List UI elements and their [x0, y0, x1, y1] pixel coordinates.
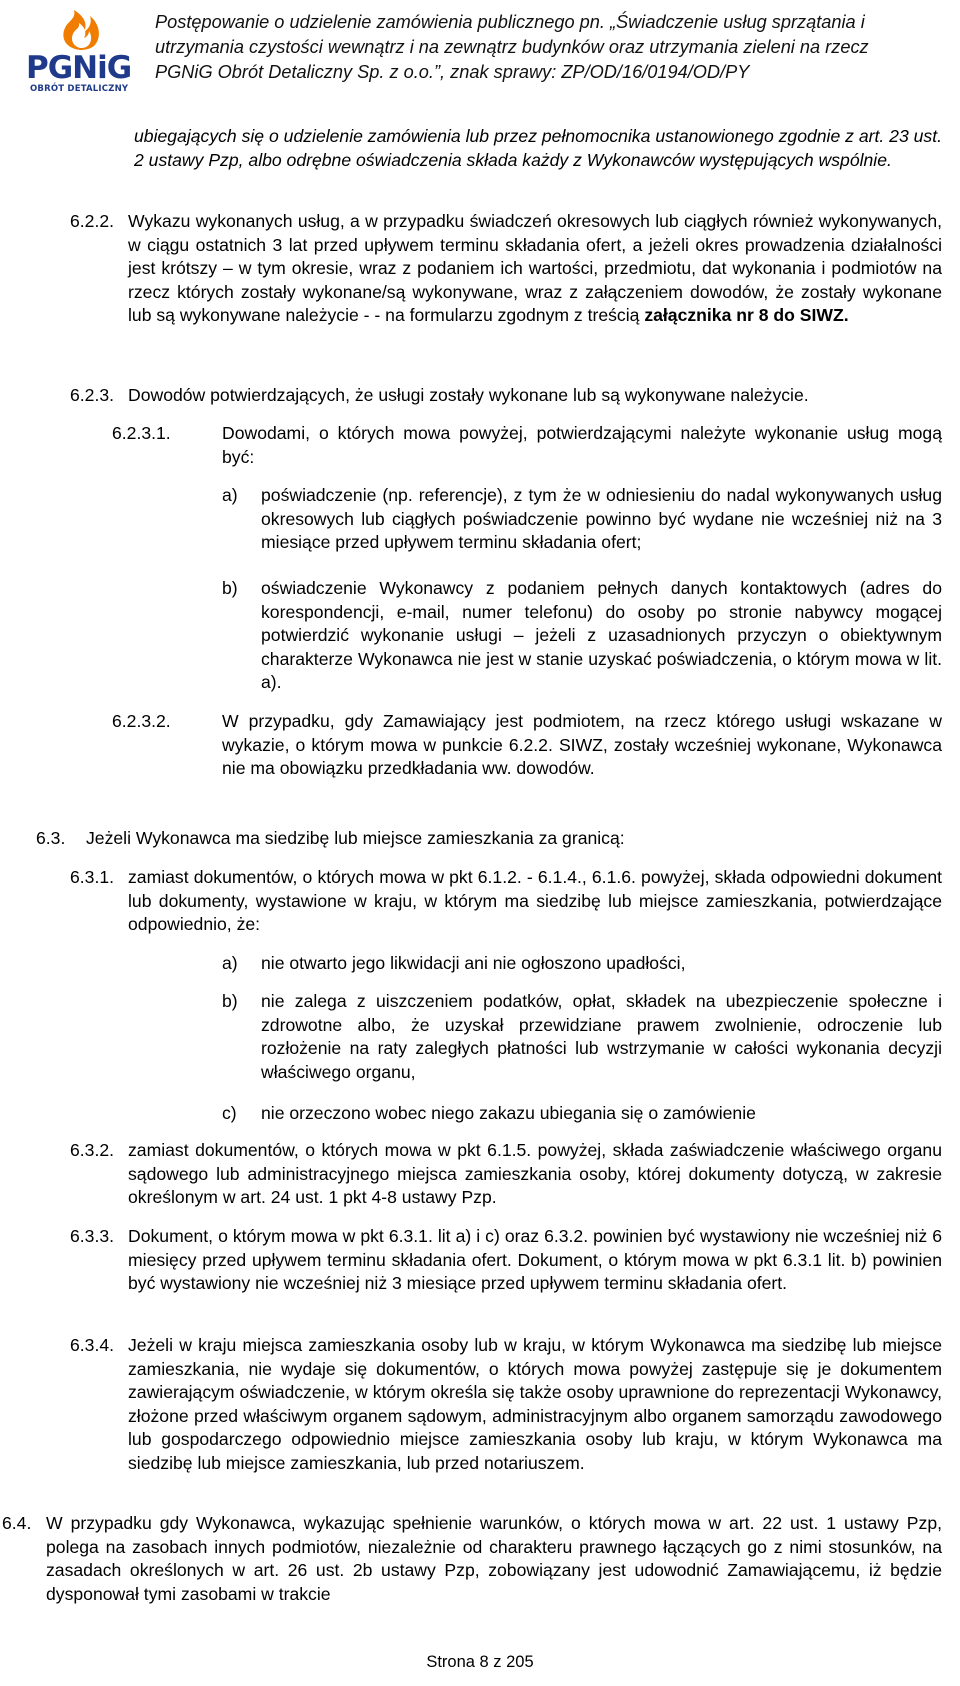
list-item-c: nie orzeczono wobec niego zakazu ubiegania się o zamówienie: [261, 1103, 756, 1123]
list-item-b: oświadczenie Wykonawcy z podaniem pełnych danych kontaktowych (adres do korespondencji, e-mail, numer telefonu) do osoby po stronie nabywcy mogącej potwierdzić wykonanie usługi – jeżeli z uzasadnionych przyczyn o obiektywnym charakterze Wykonawca nie jest w stanie uzyskać poświadczenia, o którym mowa w lit. a).: [261, 578, 942, 692]
logo-wordmark: PGNiG: [26, 50, 132, 86]
section-6-3-4: Jeżeli w kraju miejsca zamieszkania osoby lub w kraju, w którym Wykonawca ma siedzibę lub miejsce zamieszkania, nie wydaje się dokumentów, o których mowa powyżej zastępuje się je dokumentem zawierającym oświadczenie, w którym określa się także osoby uprawnione do reprezentacji Wykonawcy, złożone przed właściwym organem sądowym, administracyjnym albo organem samorządu zawodowego lub gospodarczego odpowiednio miejsce zamieszkania osoby lub kraju, w którym Wykonawca ma siedzibę lub miejsce zamieszkania, lub przed notariuszem.: [128, 1335, 942, 1473]
section-6-3: Jeżeli Wykonawca ma siedzibę lub miejsce zamieszkania za granicą:: [86, 828, 625, 848]
section-number: 6.2.3.1.: [112, 423, 171, 443]
list-item-b: nie zalega z uiszczeniem podatków, opłat, składek na ubezpieczenie społeczne i zdrowotne albo, że uzyskał przewidziane prawem zwolnienie, odroczenie lub rozłożenie na raty zaległych płatności lub wstrzymanie w całości wykonania decyzji właściwego organu,: [261, 991, 942, 1082]
section-6-4: W przypadku gdy Wykonawca, wykazując spełnienie warunków, o których mowa w art. 22 ust. 1 ustawy Pzp, polega na zasobach innych podmiotów, niezależnie od charakteru prawnego łączących go z nimi stosunków, na zasadach określonych w art. 26 ust. 2b ustawy Pzp, zobowiązany jest udowodnić Zamawiającemu, iż będzie dysponował tymi zasobami w trakcie: [46, 1513, 942, 1604]
section-number: 6.2.3.: [70, 385, 115, 405]
section-6-3-1: zamiast dokumentów, o których mowa w pkt 6.1.2. - 6.1.4., 6.1.6. powyżej, składa odpowiedni dokument lub dokumenty, wystawione w kraju, w którym ma siedzibę lub miejsce zamieszkania, potwierdzające odpowiednio, że:: [128, 867, 942, 934]
section-6-3-3: Dokument, o którym mowa w pkt 6.3.1. lit a) i c) oraz 6.3.2. powinien być wystawiony nie wcześniej niż 6 miesięcy przed upływem terminu składania ofert. Dokument, o którym mowa w pkt 6.3.1 lit. b) powinien być wystawiony nie wcześniej niż 3 miesiące przed upływem terminu składania ofert.: [128, 1226, 942, 1293]
section-number: 6.3.: [36, 828, 66, 848]
page-header: [0, 0, 960, 108]
section-6-2-2: [128, 210, 942, 328]
list-marker: c): [222, 1103, 237, 1123]
attachment-reference: załącznika nr 8 do SIWZ.: [644, 305, 849, 325]
header-title: [155, 10, 945, 85]
section-text: Wykazu wykonanych usług, a w przypadku świadczeń okresowych lub ciągłych również wykonywanych, w ciągu ostatnich 3 lat przed upływem terminu składania ofert, a jeżeli okres prowadzenia działalności jest krótszy – w tym okresie, wraz z podaniem ich wartości, przedmiotu, dat wykonania i podmiotów na rzecz których zostały wykonane/są wykonywane, wraz z załączeniem dowodów, że zostały wykonane lub są wykonywane należycie - - na formularzu zgodnym z treścią: [128, 211, 942, 325]
intro-paragraph: ubiegających się o udzielenie zamówienia lub przez pełnomocnika ustanowionego zgodnie z art. 23 ust. 2 ustawy Pzp, albo odrębne oświadczenia składa każdy z Wykonawców występujących wspólnie.: [134, 126, 942, 170]
section-number: 6.4.: [2, 1513, 32, 1533]
list-item-a: poświadczenie (np. referencje), z tym że w odniesieniu do nadal wykonywanych usług okresowych lub ciągłych poświadczenie powinno być wydane nie wcześniej niż na 3 miesiące przed upływem terminu składania ofert;: [261, 485, 942, 552]
pgnig-logo: [22, 8, 134, 94]
logo-subtitle: OBRÓT DETALICZNY: [30, 84, 129, 94]
section-6-2-3-1: Dowodami, o których mowa powyżej, potwierdzającymi należyte wykonanie usług mogą być:: [222, 423, 942, 467]
section-6-2-3-2: W przypadku, gdy Zamawiający jest podmiotem, na rzecz którego usługi wskazane w wykazie, o którym mowa w punkcie 6.2.2. SIWZ, zostały wcześniej wykonane, Wykonawca nie ma obowiązku przedkładania ww. dowodów.: [222, 711, 942, 778]
section-6-3-2: zamiast dokumentów, o których mowa w pkt 6.1.5. powyżej, składa zaświadczenie właściwego organu sądowego lub administracyjnego miejsca zamieszkania osoby, której dokumenty dotyczą, w zakresie określonym w art. 24 ust. 1 pkt 4-8 ustawy Pzp.: [128, 1140, 942, 1207]
list-item-a: nie otwarto jego likwidacji ani nie ogłoszono upadłości,: [261, 953, 686, 973]
section-number: 6.3.3.: [70, 1226, 115, 1246]
header-line: PGNiG Obrót Detaliczny Sp. z o.o.”, znak sprawy: ZP/OD/16/0194/OD/PY: [155, 62, 750, 82]
section-number: 6.3.1.: [70, 867, 115, 887]
flame-icon: [50, 8, 110, 52]
section-number: 6.2.2.: [70, 211, 115, 231]
section-number: 6.2.3.2.: [112, 711, 171, 731]
section-6-2-3: Dowodów potwierdzających, że usługi zostały wykonane lub są wykonywane należycie.: [128, 385, 809, 405]
page-number: Strona 8 z 205: [426, 1653, 534, 1671]
list-marker: b): [222, 578, 238, 598]
list-marker: a): [222, 485, 238, 505]
list-marker: b): [222, 991, 238, 1011]
section-number: 6.3.4.: [70, 1335, 115, 1355]
section-number: 6.3.2.: [70, 1140, 115, 1160]
header-line: utrzymania czystości wewnątrz i na zewnątrz budynków oraz utrzymania zieleni na rzecz: [155, 37, 869, 57]
header-line: Postępowanie o udzielenie zamówienia publicznego pn. „Świadczenie usług sprzątania i: [155, 12, 865, 32]
list-marker: a): [222, 953, 238, 973]
